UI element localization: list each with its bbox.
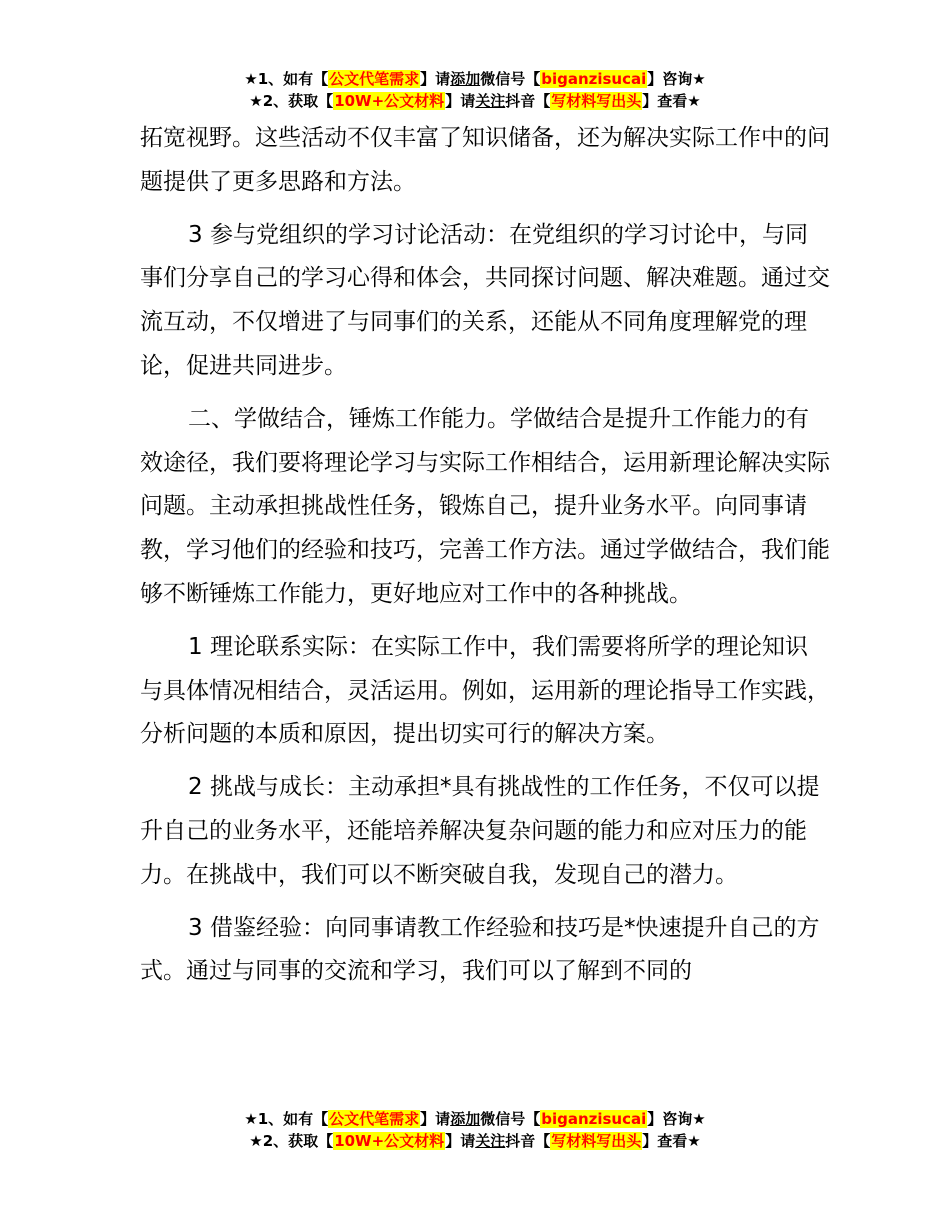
paragraph: 1 理论联系实际：在实际工作中，我们需要将所学的理论知识与具体情况相结合，灵活运用。例如，运用新的理论指导工作实践，分析问题的本质和原因，提出切实可行的解决方案。 [140,633,830,748]
paragraph: 3 参与党组织的学习讨论活动：在党组织的学习讨论中，与同事们分享自己的学习心得和体会，共同探讨问题、解决难题。通过交流互动，不仅增进了与同事们的关系，还能从不同角度理解党的理论，促进共同进步。 [140,221,830,379]
paragraph: 3 借鉴经验：向同事请教工作经验和技巧是*快速提升自己的方式。通过与同事的交流和学习，我们可以了解到不同的 [140,914,820,985]
banner-highlight-materials: 10W+公文材料 [334,92,445,110]
banner-highlight-douyin: 写材料写出头 [551,92,642,110]
banner-highlight-douyin: 写材料写出头 [551,1132,642,1150]
footer-banner [0,1108,950,1152]
banner-line-2: ★2、获取【10W+公文材料】请关注抖音【写材料写出头】查看★ [249,1132,701,1150]
banner-highlight-materials: 10W+公文材料 [334,1132,445,1150]
header-banner [0,68,950,112]
paragraph: 拓宽视野。这些活动不仅丰富了知识储备，还为解决实际工作中的问题提供了更多思路和方法。 [140,125,830,195]
banner-highlight-service: 公文代笔需求 [329,1110,420,1128]
banner-highlight-wechat-id: biganzisucai [541,1110,647,1128]
banner-line-2: ★2、获取【10W+公文材料】请关注抖音【写材料写出头】查看★ [249,92,701,110]
document-body [140,117,830,994]
banner-highlight-service: 公文代笔需求 [329,70,420,88]
banner-line-1: ★1、如有【公文代笔需求】请添加微信号【biganzisucai】咨询★ [244,1110,706,1128]
paragraph: 二、学做结合，锤炼工作能力。学做结合是提升工作能力的有效途径，我们要将理论学习与实际工作相结合，运用新理论解决实际问题。主动承担挑战性任务，锻炼自己，提升业务水平。向同事请教，学习他们的经验和技巧，完善工作方法。通过学做结合，我们能够不断锤炼工作能力，更好地应对工作中的各种挑战。 [140,405,830,607]
banner-highlight-wechat-id: biganzisucai [541,70,647,88]
banner-line-1: ★1、如有【公文代笔需求】请添加微信号【biganzisucai】咨询★ [244,70,706,88]
paragraph: 2 挑战与成长：主动承担*具有挑战性的工作任务，不仅可以提升自己的业务水平，还能培养解决复杂问题的能力和应对压力的能力。在挑战中，我们可以不断突破自我，发现自己的潜力。 [140,774,820,888]
